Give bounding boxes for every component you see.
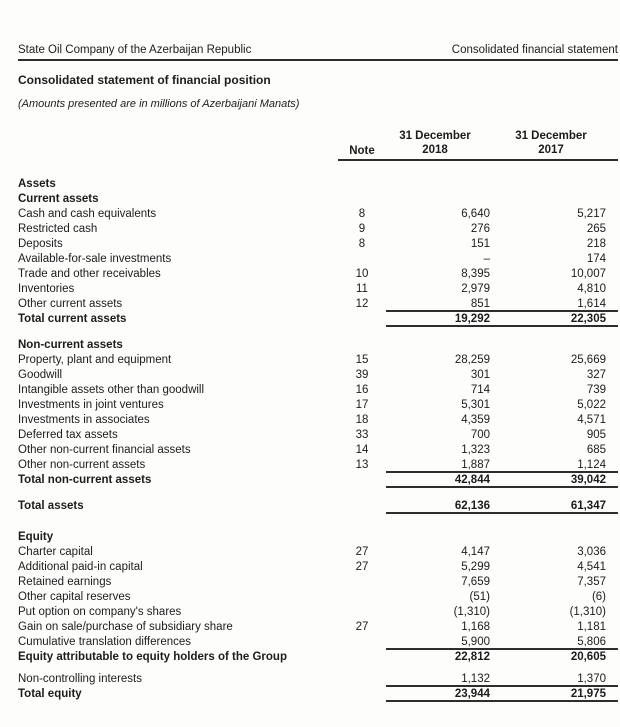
company-name: State Oil Company of the Azerbaijan Republic [18, 44, 252, 56]
row-label: Gain on sale/purchase of subsidiary share [18, 621, 233, 633]
row-value-2017: 265 [586, 223, 606, 235]
row-label: Trade and other receivables [18, 268, 161, 280]
row-value-2017: 7,357 [577, 576, 606, 588]
row-label: Assets [18, 178, 56, 190]
row-value-2018: 700 [470, 429, 490, 441]
row-value-2017: 327 [586, 369, 606, 381]
row-value-2017: 685 [586, 444, 606, 456]
section-header-row [18, 192, 618, 207]
table-row [18, 383, 618, 398]
row-value-2017 [498, 338, 618, 353]
row-value-2018: 714 [470, 384, 490, 396]
row-label: Property, plant and equipment [18, 354, 172, 366]
row-label: Available-for-sale investments [18, 253, 172, 265]
table-row [18, 590, 618, 605]
row-label: Non-controlling interests [18, 673, 143, 685]
row-values [386, 252, 618, 267]
row-value-2018 [386, 192, 498, 207]
row-value-2018 [386, 530, 498, 545]
row-value-2018: 301 [470, 369, 490, 381]
row-value-2018 [386, 177, 498, 192]
row-note [338, 338, 386, 353]
table-row [18, 252, 618, 267]
row-value-2018: 5,900 [461, 636, 490, 648]
table-row [18, 267, 618, 282]
row-value-2017: 20,605 [570, 651, 606, 663]
row-note: 39 [355, 369, 369, 381]
column-header-row [18, 130, 618, 161]
table-row [18, 672, 618, 687]
row-value-2017: 3,036 [577, 546, 606, 558]
row-values [386, 207, 618, 222]
row-value-2017: 61,347 [570, 500, 606, 512]
row-value-2018: 42,844 [454, 474, 490, 486]
row-values [386, 545, 618, 560]
row-value-2018: 22,812 [454, 651, 490, 663]
table-row [18, 443, 618, 458]
row-note: 17 [355, 399, 369, 411]
row-label: Other non-current assets [18, 459, 146, 471]
statement-subtitle: (Amounts presented are in millions of Azerbaijani Manats) [18, 98, 300, 110]
total-row [18, 473, 618, 488]
row-note: 27 [355, 561, 369, 573]
row-value-2017: 4,571 [577, 414, 606, 426]
row-note [338, 499, 386, 514]
row-value-2017: 1,124 [577, 459, 606, 471]
row-values [386, 635, 618, 650]
row-values [386, 650, 618, 665]
row-label: Deferred tax assets [18, 429, 118, 441]
row-label: Other current assets [18, 298, 123, 310]
document-type: Consolidated financial statement [451, 44, 618, 56]
total-row [18, 650, 618, 665]
row-values [386, 590, 618, 605]
table-row [18, 237, 618, 252]
row-note: 9 [358, 223, 366, 235]
row-label: Other non-current financial assets [18, 444, 191, 456]
row-spacer [18, 488, 618, 499]
row-values [386, 353, 618, 368]
row-values [386, 687, 618, 702]
row-note [338, 530, 386, 545]
row-values [386, 237, 618, 252]
row-label: Current assets [18, 193, 99, 205]
row-value-2018: (1,310) [453, 606, 490, 618]
table-row [18, 297, 618, 312]
row-note: 27 [355, 546, 369, 558]
row-value-2018: 28,259 [454, 354, 490, 366]
row-values [386, 560, 618, 575]
row-value-2017: 4,541 [577, 561, 606, 573]
row-values [386, 398, 618, 413]
row-label: Charter capital [18, 546, 93, 558]
row-label: Non-current assets [18, 339, 123, 351]
row-label: Investments in associates [18, 414, 150, 426]
row-value-2018: (51) [469, 591, 490, 603]
table-row [18, 413, 618, 428]
row-values [386, 297, 618, 312]
row-note: 27 [355, 621, 369, 633]
row-note [338, 192, 386, 207]
row-value-2017 [498, 530, 618, 545]
row-values [386, 443, 618, 458]
total-row [18, 687, 618, 702]
row-values [386, 672, 618, 687]
row-values [386, 368, 618, 383]
section-header-row [18, 530, 618, 545]
row-label: Intangible assets other than goodwill [18, 384, 205, 396]
row-value-2018: 276 [470, 223, 490, 235]
table-row [18, 282, 618, 297]
row-value-2018: 2,979 [461, 283, 490, 295]
row-value-2018 [386, 338, 498, 353]
row-note: 33 [355, 429, 369, 441]
row-value-2017: 1,370 [577, 673, 606, 685]
row-note [338, 312, 386, 327]
statement-rows [18, 177, 618, 702]
row-values [386, 282, 618, 297]
statement-title: Consolidated statement of financial position [18, 73, 271, 87]
row-values [386, 458, 618, 473]
row-value-2018: 5,301 [461, 399, 490, 411]
row-value-2018: – [483, 253, 490, 265]
row-label: Equity [18, 531, 54, 543]
period-2018-header: 31 December 2018 [399, 130, 471, 156]
row-value-2018: 62,136 [454, 500, 490, 512]
row-note: 13 [355, 459, 369, 471]
row-value-2017: 218 [586, 238, 606, 250]
row-value-2018: 1,323 [461, 444, 490, 456]
row-value-2018: 19,292 [454, 313, 490, 325]
table-row [18, 620, 618, 635]
row-note [338, 473, 386, 488]
row-value-2018: 4,359 [461, 414, 490, 426]
row-note [338, 575, 386, 590]
total-row [18, 312, 618, 327]
row-label: Additional paid-in capital [18, 561, 143, 573]
row-note [338, 635, 386, 650]
row-value-2017: 174 [586, 253, 606, 265]
row-label: Goodwill [18, 369, 63, 381]
row-label: Total equity [18, 688, 82, 700]
row-label: Total non-current assets [18, 474, 152, 486]
table-row [18, 398, 618, 413]
row-label: Cumulative translation differences [18, 636, 192, 648]
row-note [338, 672, 386, 687]
row-values [386, 312, 618, 327]
row-values [386, 383, 618, 398]
row-value-2017: 10,007 [570, 268, 606, 280]
table-row [18, 353, 618, 368]
row-value-2017: (1,310) [569, 606, 606, 618]
row-note: 11 [356, 283, 368, 295]
row-label: Investments in joint ventures [18, 399, 164, 411]
row-value-2018: 7,659 [461, 576, 490, 588]
row-label: Equity attributable to equity holders of the Group [18, 651, 287, 663]
row-value-2017: 1,181 [577, 621, 606, 633]
row-spacer [18, 514, 618, 530]
row-values [386, 222, 618, 237]
row-value-2017: 4,810 [577, 283, 606, 295]
row-label: Total current assets [18, 313, 127, 325]
row-value-2017: 905 [586, 429, 606, 441]
row-value-2018: 8,395 [461, 268, 490, 280]
row-spacer [18, 665, 618, 672]
table-row [18, 222, 618, 237]
row-value-2017: 25,669 [570, 354, 606, 366]
row-values [386, 192, 618, 207]
row-label: Put option on company's shares [18, 606, 182, 618]
period-2017-header: 31 December 2017 [515, 130, 587, 156]
row-note [338, 177, 386, 192]
row-value-2017: (6) [591, 591, 606, 603]
row-value-2018: 6,640 [461, 208, 490, 220]
row-value-2017: 5,217 [577, 208, 606, 220]
row-values [386, 428, 618, 443]
row-value-2017: 5,806 [577, 636, 606, 648]
row-label: Deposits [18, 238, 63, 250]
row-value-2017: 22,305 [570, 313, 606, 325]
period-column-headers [386, 130, 618, 161]
table-row [18, 545, 618, 560]
row-note [338, 687, 386, 702]
row-value-2017: 739 [586, 384, 606, 396]
table-row [18, 635, 618, 650]
row-value-2018: 1,132 [461, 673, 490, 685]
table-row [18, 368, 618, 383]
row-values [386, 177, 618, 192]
row-note [338, 650, 386, 665]
row-spacer [18, 327, 618, 338]
table-row [18, 428, 618, 443]
table-row [18, 207, 618, 222]
row-label: Cash and cash equivalents [18, 208, 157, 220]
table-row [18, 560, 618, 575]
row-value-2017 [498, 177, 618, 192]
row-values [386, 413, 618, 428]
table-row [18, 458, 618, 473]
row-note: 16 [355, 384, 369, 396]
row-values [386, 575, 618, 590]
row-note: 10 [355, 268, 369, 280]
row-value-2017 [498, 192, 618, 207]
row-value-2018: 1,887 [461, 459, 490, 471]
row-note [338, 590, 386, 605]
row-label: Restricted cash [18, 223, 98, 235]
row-value-2018: 23,944 [454, 688, 490, 700]
row-note: 15 [355, 354, 369, 366]
table-row [18, 605, 618, 620]
row-note: 14 [355, 444, 369, 456]
row-label: Other capital reserves [18, 591, 131, 603]
section-header-row [18, 177, 618, 192]
row-note: 18 [355, 414, 369, 426]
row-value-2017: 39,042 [570, 474, 606, 486]
row-label: Inventories [18, 283, 75, 295]
row-values [386, 338, 618, 353]
table-row [18, 575, 618, 590]
total-row [18, 499, 618, 514]
row-value-2018: 1,168 [461, 621, 490, 633]
section-header-row [18, 338, 618, 353]
row-note: 8 [358, 238, 366, 250]
row-values [386, 499, 618, 514]
page-running-header [18, 44, 618, 61]
row-values [386, 267, 618, 282]
row-value-2018: 851 [470, 298, 490, 310]
financial-position-table [18, 130, 618, 702]
row-note [338, 252, 386, 267]
note-column-header: Note [338, 145, 386, 161]
row-value-2018: 5,299 [461, 561, 490, 573]
row-values [386, 620, 618, 635]
row-note: 12 [355, 298, 369, 310]
row-value-2018: 4,147 [461, 546, 490, 558]
row-value-2017: 5,022 [577, 399, 606, 411]
row-label: Total assets [18, 500, 84, 512]
row-value-2017: 21,975 [570, 688, 606, 700]
row-note: 8 [358, 208, 366, 220]
row-label: Retained earnings [18, 576, 112, 588]
row-values [386, 605, 618, 620]
row-value-2018: 151 [470, 238, 490, 250]
row-values [386, 473, 618, 488]
row-note [338, 605, 386, 620]
row-value-2017: 1,614 [577, 298, 606, 310]
row-values [386, 530, 618, 545]
